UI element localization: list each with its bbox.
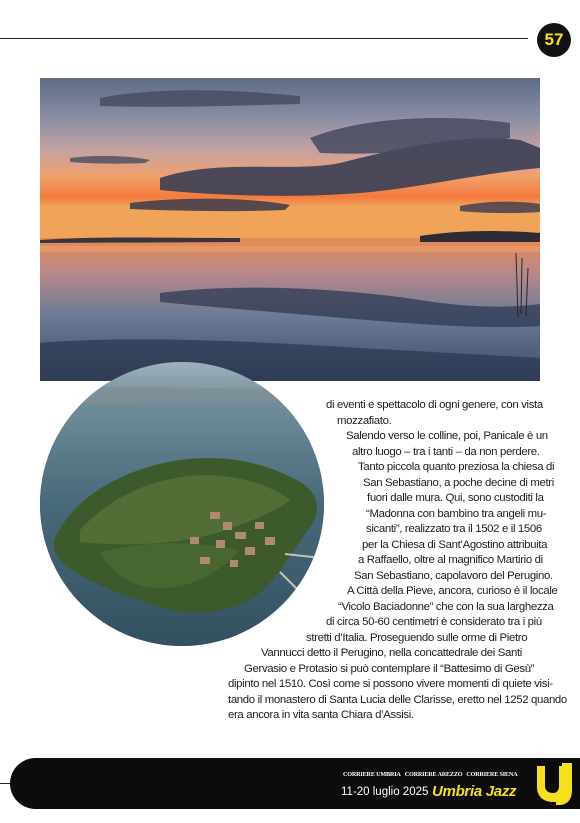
article-line: stretti d’Italia. Proseguendo sulle orme di Pietro <box>306 631 528 644</box>
festival-brand: Umbria Jazz <box>432 783 517 800</box>
article-line: di circa 50-60 centimetri è considerato tra i più <box>326 616 542 628</box>
article-line: “Vicolo Baciadonne” che con la sua larghezza <box>338 600 554 613</box>
article-line: “Madonna con bambino tra angeli mu- <box>366 507 547 520</box>
article-line: Vannucci detto il Perugino, nella concattedrale dei Santi <box>261 647 522 659</box>
sunset-lake-photo <box>40 78 540 381</box>
article-line: A Città della Pieve, ancora, curioso è il locale <box>347 585 558 597</box>
festival-dates: 11-20 luglio 2025 <box>341 786 429 798</box>
article-line: San Sebastiano, capolavoro del Perugino. <box>354 569 553 582</box>
newspaper-corriere-umbria: CORRIERE UMBRIA <box>343 771 401 778</box>
article-line: San Sebastiano, a poche decine di metri <box>363 476 554 489</box>
article-line: sicanti”, realizzato tra il 1502 e il 1506 <box>366 523 542 535</box>
article-line: altro luogo – tra i tanti – da non perdere. <box>352 445 540 458</box>
article-line: tando il monastero di Santa Lucia delle Clarisse, eretto nel 1252 quando <box>228 693 567 706</box>
article-line: Salendo verso le colline, poi, Panicale è un <box>346 430 548 442</box>
article-line: fuori dalle mura. Qui, sono custoditi la <box>367 492 544 504</box>
newspaper-corriere-arezzo: CORRIERE AREZZO <box>404 771 463 778</box>
top-rule <box>0 38 528 39</box>
umbria-jazz-uj-logo-icon <box>534 760 576 806</box>
article-line: mozzafiato. <box>337 414 392 427</box>
article-line: di eventi e spettacolo di ogni genere, con vista <box>326 399 543 411</box>
island-aerial-photo <box>40 362 324 646</box>
article-line: era ancora in vita santa Chiara d’Assisi. <box>228 709 414 721</box>
article-line: Gervasio e Protasio si può contemplare il “Battesimo di Gesù” <box>244 662 535 675</box>
article-line: per la Chiesa di Sant’Agostino attribuita <box>362 538 548 551</box>
newspaper-corriere-siena: CORRIERE SIENA <box>466 771 518 778</box>
article-line: a Raffaello, oltre al magnifico Martirio di <box>358 554 543 566</box>
page-number: 57 <box>537 23 571 57</box>
article-line: dipinto nel 1510. Così come si possono vivere momenti di quiete visi- <box>228 678 553 690</box>
footer-newspapers <box>343 771 533 778</box>
article-line: Tanto piccola quanto preziosa la chiesa di <box>358 461 555 473</box>
